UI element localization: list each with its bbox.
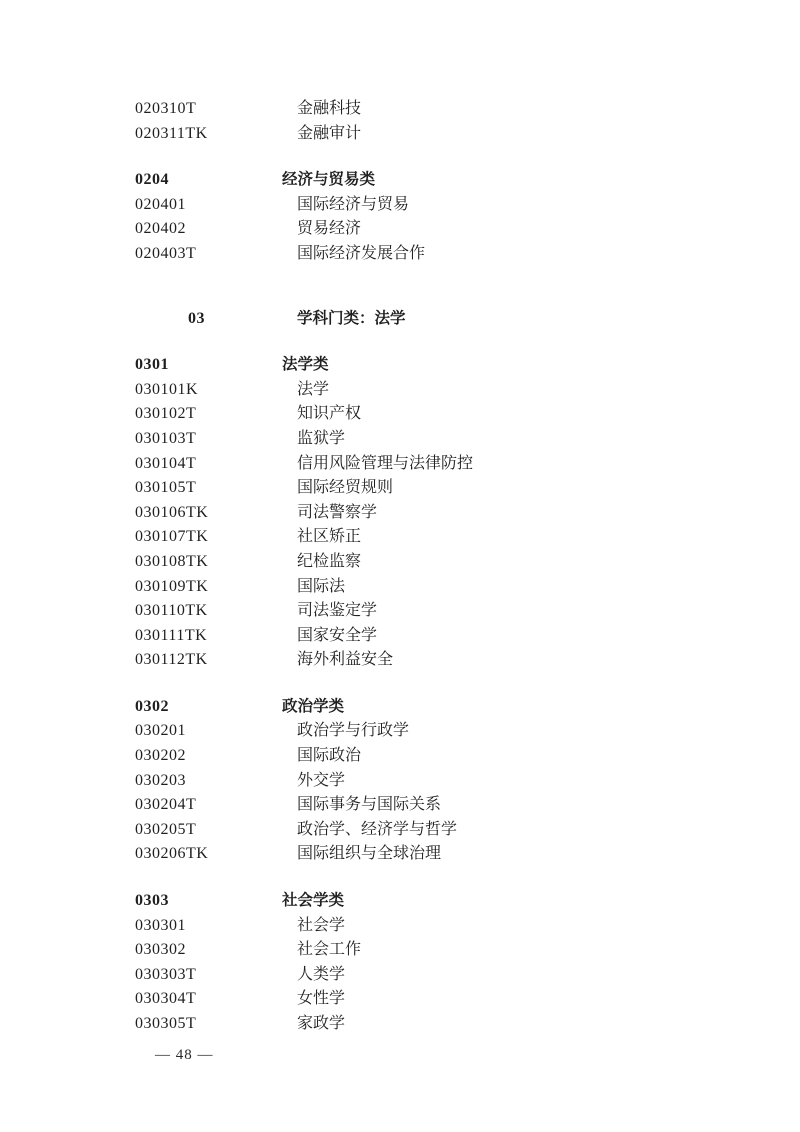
page-number: — 48 — (155, 1046, 214, 1063)
major-code: 030201 (135, 722, 186, 740)
major-row (135, 427, 760, 452)
major-code: 020403T (135, 244, 197, 262)
major-name: 法学 (297, 380, 330, 398)
major-row (135, 624, 760, 649)
major-code: 020311TK (135, 124, 208, 142)
major-row (135, 193, 760, 218)
section-name: 学科门类：法学 (297, 309, 406, 327)
major-row (135, 97, 760, 122)
major-name: 贸易经济 (297, 220, 362, 238)
major-code: 030111TK (135, 626, 208, 644)
major-row (135, 842, 760, 867)
major-row (135, 452, 760, 477)
major-catalog-list (135, 97, 760, 1037)
major-code: 030105T (135, 479, 197, 497)
major-name: 社区矫正 (297, 528, 362, 546)
major-code: 030205T (135, 820, 197, 838)
major-name: 纪检监察 (297, 552, 362, 570)
major-code: 030103T (135, 429, 197, 447)
major-name: 国家安全学 (297, 626, 378, 644)
major-code: 030101K (135, 380, 199, 398)
major-name: 司法警察学 (297, 503, 378, 521)
category-name: 政治学类 (282, 697, 345, 715)
major-row (135, 793, 760, 818)
category-code: 0204 (135, 171, 169, 189)
major-code: 030107TK (135, 528, 209, 546)
major-code: 030203 (135, 771, 186, 789)
category-row (135, 889, 760, 914)
major-row (135, 242, 760, 267)
major-name: 国际经济与贸易 (297, 195, 410, 213)
major-row (135, 1012, 760, 1037)
major-code: 020401 (135, 195, 186, 213)
major-row (135, 575, 760, 600)
category-name: 法学类 (282, 356, 329, 374)
major-name: 人类学 (297, 965, 346, 983)
major-code: 020310T (135, 100, 197, 117)
major-name: 国际事务与国际关系 (297, 796, 442, 814)
major-row (135, 525, 760, 550)
major-row (135, 122, 760, 147)
major-code: 030202 (135, 747, 186, 765)
category-name: 社会学类 (282, 892, 345, 910)
major-code: 030305T (135, 1015, 197, 1032)
major-row (135, 378, 760, 403)
category-code: 0303 (135, 892, 169, 910)
major-code: 030204T (135, 796, 197, 814)
major-name: 国际经济发展合作 (297, 244, 426, 262)
section-code: 03 (188, 309, 205, 327)
major-row (135, 938, 760, 963)
major-name: 外交学 (297, 771, 346, 789)
major-code: 030304T (135, 990, 197, 1008)
major-row (135, 648, 760, 673)
major-name: 金融科技 (297, 100, 362, 117)
major-name: 女性学 (297, 990, 346, 1008)
major-row (135, 550, 760, 575)
major-row (135, 599, 760, 624)
category-row (135, 168, 760, 193)
major-row (135, 744, 760, 769)
major-name: 司法鉴定学 (297, 602, 378, 620)
major-code: 030108TK (135, 552, 209, 570)
major-row (135, 476, 760, 501)
major-row (135, 402, 760, 427)
major-name: 国际经贸规则 (297, 479, 394, 497)
major-row (135, 818, 760, 843)
major-row (135, 217, 760, 242)
major-name: 政治学、经济学与哲学 (297, 820, 458, 838)
major-code: 020402 (135, 220, 186, 238)
major-name: 金融审计 (297, 124, 362, 142)
major-row (135, 963, 760, 988)
major-name: 信用风险管理与法律防控 (297, 454, 474, 472)
category-row (135, 695, 760, 720)
major-code: 030302 (135, 941, 186, 959)
major-name: 国际法 (297, 577, 346, 595)
major-name: 国际组织与全球治理 (297, 845, 442, 863)
major-code: 030303T (135, 965, 197, 983)
major-row (135, 769, 760, 794)
major-code: 030109TK (135, 577, 209, 595)
major-row (135, 914, 760, 939)
major-name: 海外利益安全 (297, 651, 394, 669)
major-name: 家政学 (297, 1015, 346, 1032)
major-code: 030301 (135, 916, 186, 934)
category-row (135, 353, 760, 378)
category-code: 0301 (135, 356, 169, 374)
major-name: 国际政治 (297, 747, 362, 765)
major-name: 知识产权 (297, 405, 362, 423)
major-code: 030106TK (135, 503, 209, 521)
major-code: 030104T (135, 454, 197, 472)
major-name: 社会学 (297, 916, 346, 934)
major-code: 030206TK (135, 845, 209, 863)
category-code: 0302 (135, 697, 169, 715)
major-code: 030112TK (135, 651, 208, 669)
category-name: 经济与贸易类 (282, 171, 376, 189)
major-row (135, 501, 760, 526)
major-name: 政治学与行政学 (297, 722, 410, 740)
major-row (135, 719, 760, 744)
major-code: 030110TK (135, 602, 208, 620)
major-name: 社会工作 (297, 941, 362, 959)
major-name: 监狱学 (297, 429, 346, 447)
section-heading-row (135, 307, 760, 332)
major-row (135, 987, 760, 1012)
major-code: 030102T (135, 405, 197, 423)
